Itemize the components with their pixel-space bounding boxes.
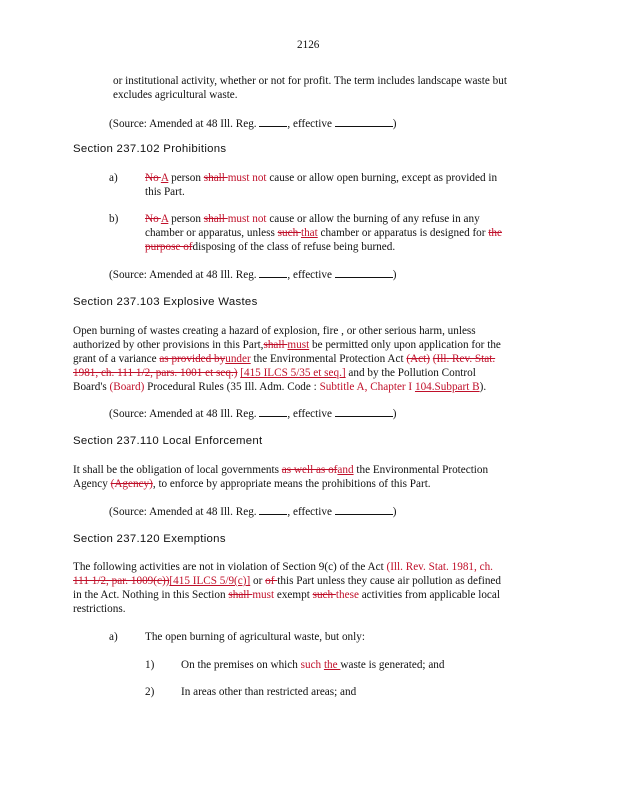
page-number: 2126 — [297, 39, 320, 51]
source-note: (Source: Amended at 48 Ill. Reg. , effective ) — [109, 506, 397, 518]
section-heading: Section 237.103 Explosive Wastes — [73, 296, 258, 308]
source-note: (Source: Amended at 48 Ill. Reg. , effective ) — [109, 118, 397, 130]
source-note: (Source: Amended at 48 Ill. Reg. , effective ) — [109, 269, 397, 281]
section-heading: Section 237.102 Prohibitions — [73, 143, 227, 155]
section-heading: Section 237.120 Exemptions — [73, 533, 226, 545]
section-heading: Section 237.110 Local Enforcement — [73, 435, 263, 447]
source-note: (Source: Amended at 48 Ill. Reg. , effective ) — [109, 408, 397, 420]
